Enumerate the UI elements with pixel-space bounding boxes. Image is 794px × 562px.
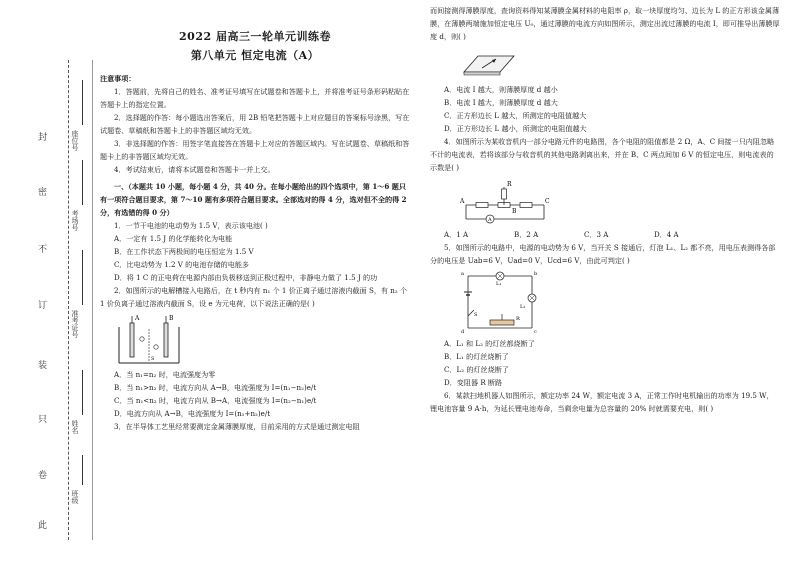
q5-option-a: A．L₁ 和 L₂ 的灯丝都烧断了 [444,339,535,348]
q4-options-row [430,228,780,241]
notice-item: 3．非选择题的作答：用签字笔直接答在答题卡上对应的答题区域内。写在试题卷、草稿纸和答题卡上的非答题区域均无效。 [100,139,410,161]
lamp-circuit-figure [460,270,780,334]
notice-heading: 注意事项： [100,74,136,83]
seal-char: 卷 [38,471,48,481]
seat-number-field: 座位号 [71,130,79,151]
q4-option-d: D．4 A [654,230,679,239]
lamp-circuit-diagram [460,270,540,334]
electrolytic-cell-diagram [114,313,184,365]
q4-option-c: C．3 A [584,230,609,239]
class-field: 班级 [71,490,79,504]
switch-label: S [474,312,478,318]
question-6-stem: 6．某款扫地机器人如图所示，额定功率 24 W，额定电流 3 A，正常工作时电机输出的功率为 19.5 W，锂电池容量 9 A·h，为延长锂电池寿命，当剩余电量为总容量的 20% 时就需要充电，则( ) [430,391,774,413]
seal-char: 密 [38,188,48,198]
q2-option-a: A．当 n₁=n₂ 时，电流强度为零 [114,370,216,379]
q1-option-a: A．一定有 1.5 J 的化学能转化为电能 [114,234,233,243]
resistor-network-figure [460,177,780,225]
name-line [82,370,83,415]
margin-rule [92,60,93,540]
node-label-b: B [512,208,517,215]
lamp2-label: L₂ [520,304,526,310]
metal-film-diagram [460,46,520,80]
left-column [100,30,410,433]
seal-char: 封 [38,133,48,143]
exam-room-field: 考场号 [71,210,79,231]
question-1-stem: 1．一节干电池的电动势为 1.5 V，表示该电池( ) [114,221,268,230]
notice-item: 2．选择题的作答：每小题选出答案后，用 2B 铅笔把答题卡上对应题目的答案标号涂黑，写在试题卷、草稿纸和答题卡上的非答题区域均无效。 [100,113,410,135]
seat-number-line [82,80,83,125]
seal-char: 装 [38,361,48,371]
q2-option-b: B．当 n₁>n₂ 时，电流方向从 A→B，电流强度为 I=(n₁−n₂)e/t [114,383,317,392]
ammeter-symbol: A [488,217,492,223]
q1-option-c: C．比电动势为 1.2 V 的电池存储的电能多 [114,260,250,269]
seal-char: 订 [38,301,48,311]
q3-option-b: B．电流 I 越大，则薄膜厚度 d 越大 [444,98,558,107]
question-2-stem: 2．如图所示的电解槽接入电路后，在 t 秒内有 n₁ 个 1 价正离子通过溶液内截面 S，有 n₂ 个 1 价负离子通过溶液内截面 S，设 e 为元电荷，以下说法正确的是( ) [100,286,408,308]
q4-option-a: A．1 A [444,230,469,239]
lamp1-label: L₁ [496,281,502,287]
metal-film-figure [460,46,780,80]
network-label-r: R [507,181,512,188]
node-label-c: C [545,198,550,205]
ticket-number-field: 准考证号 [71,310,79,338]
unit-title: 第八单元 恒定电流（A） [190,49,320,62]
cell-label-s: S [151,356,155,362]
electrolytic-cell-figure [114,313,410,365]
node-label-a: A [460,198,465,205]
seal-char: 此 [38,521,48,531]
notice-item: 4．考试结束后，请将本试题卷和答题卡一并上交。 [114,165,275,174]
rheostat-label: R [516,316,520,322]
q1-option-b: B．在工作状态下两极间的电压恒定为 1.5 V [114,247,254,256]
ticket-number-line [82,250,83,305]
question-5-stem: 5．如图所示的电路中，电源的电动势为 6 V，当开关 S 接通后，灯泡 L₁、L₂ 都不亮，用电压表测得各部分的电压是 Uab=6 V，Uad=0 V，Ucd=6 V，由此可判定( ) [430,243,776,265]
q3-option-c: C．正方形边长 L 越大，所测定的电阻值越大 [444,111,587,120]
resistor-network-diagram [460,177,550,225]
q2-option-c: C．当 n₁<n₂ 时，电流方向从 B→A，电流强度为 I=(n₂−n₁)e/t [114,396,317,405]
cut-line [68,60,69,540]
seal-char: 只 [38,415,48,425]
question-4-stem: 4．如图所示为某收音机内一部分电路元件的电路图，各个电阻的阻值都是 2 Ω，A、C 间接一只内阻忽略不计的电流表，若将该部分与收音机的其他电路剥离出来，并在 B、C 两点间加 6 V 的恒定电压，则电流表的示数是( ) [430,137,775,172]
q5-option-d: D．变阻器 R 断路 [444,378,503,387]
q3-option-a: A．电流 I 越大，则薄膜厚度 d 越小 [444,85,558,94]
q5-option-c: C．L₂ 的灯丝烧断了 [444,365,509,374]
q2-option-d: D．电流方向从 A→B，电流强度为 I=(n₁+n₂)e/t [114,409,271,418]
cell-label-b: B [169,315,174,322]
exam-title: 2022 届高三一轮单元训练卷 [179,30,331,43]
seal-char: 不 [38,245,48,255]
question-3-stem-continued: 而间接测得薄膜厚度，查询资料得知某薄膜金属材料的电阻率 ρ，取一块厚度均匀、边长为 L 的正方形该金属薄膜，在薄膜两端施加恒定电压 U₀，通过薄膜的电流方向如图所示，测定出流过薄膜的电流 I，即可推导出薄膜厚度 d，则( ) [430,6,780,41]
name-field: 姓名 [71,420,79,434]
q1-option-d: D．将 1 C 的正电荷在电源内部由负极移送到正极过程中，非静电力做了 1.5 J 的功 [114,273,378,282]
q3-option-d: D．正方形边长 L 越小，所测定的电阻值越大 [444,124,587,133]
point-a-label: a [461,271,464,277]
question-3-stem-start: 3．在半导体工艺里经常要测定金属薄膜厚度，目前采用的方式是通过测定电阻 [114,422,360,431]
exam-room-line [82,160,83,205]
point-d-label: d [461,329,465,334]
cell-label-a: A [135,315,140,322]
right-column [430,4,780,415]
point-c-label: c [534,329,537,334]
point-b-label: b [534,271,538,277]
q4-option-b: B．2 A [514,230,539,239]
binding-margin [8,60,94,550]
notice-item: 1．答题前，先将自己的姓名、准考证号填写在试题卷和答题卡上，并将准考证号条形码粘贴在答题卡上的指定位置。 [100,87,410,109]
section-heading: 一、（本题共 10 小题，每小题 4 分，共 40 分。在每小题给出的四个选项中，第 1～6 题只有一项符合题目要求，第 7～10 题有多项符合题目要求。全部选对的得 4 分，选对但不全的得 2 分，有选错的得 0 分） [100,182,407,217]
q5-option-b: B．L₁ 的灯丝烧断了 [444,352,509,361]
class-line [82,455,83,485]
